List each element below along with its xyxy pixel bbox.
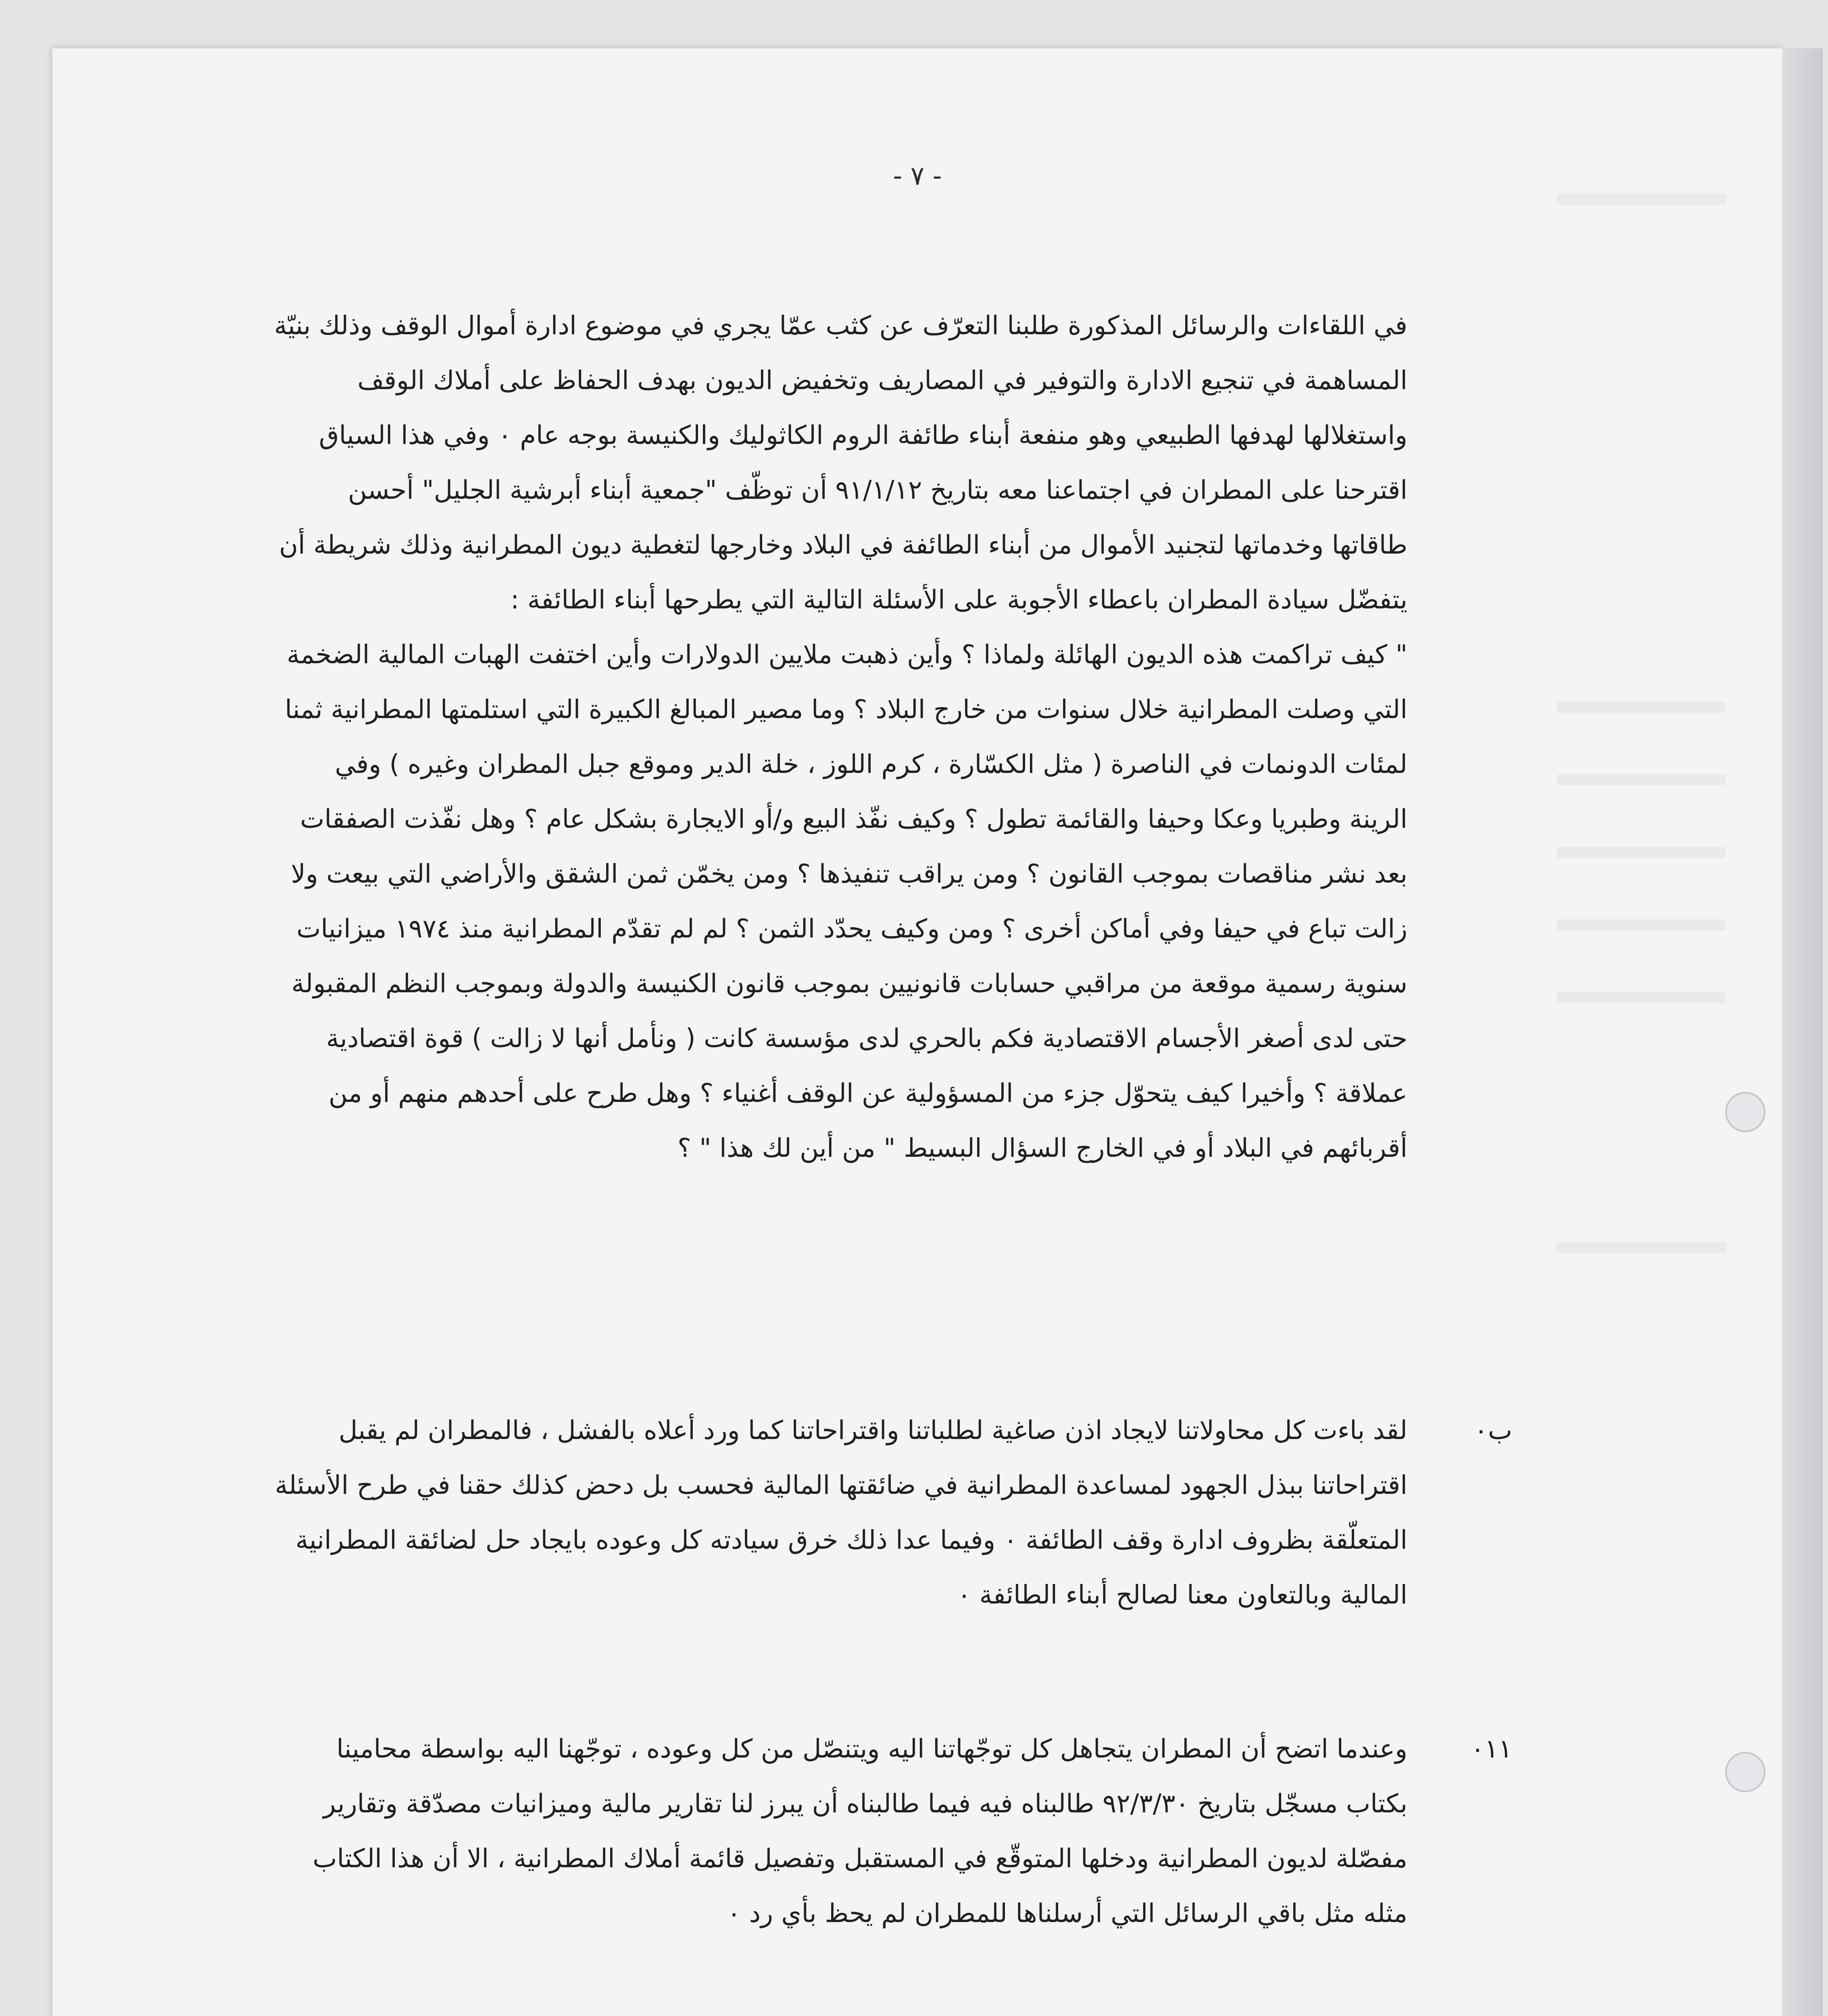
item-number: ٠١١ [1470, 1734, 1512, 1764]
bleed-through-mark [1557, 774, 1726, 785]
punch-hole [1725, 1092, 1765, 1132]
item-text: وعندما اتضح أن المطران يتجاهل كل توجّهاتنا اليه ويتنصّل من كل وعوده ، توجّهنا اليه بواسطة محامينا بكتاب مسجّل بتاريخ ٩٢/٣/٣٠ طالبناه فيه فيما طالبناه أن يبرز لنا تقارير مالية وميزانيات مصدّقة وتقارير مفصّلة لديون المطرانية ودخلها المتوقّع في المستقبل وتفصيل قائمة أملاك المطرانية ، الا أن هذا الكتاب مثله مثل باقي الرسائل التي أرسلناها للمطران لم يحظ بأي رد ٠ [313, 1734, 1407, 1929]
bleed-through-mark [1557, 847, 1726, 858]
questions-paragraph: " كيف تراكمت هذه الديون الهائلة ولماذا ؟ وأين ذهبت ملايين الدولارات وأين اختفت الهبات المالية الضخمة التي وصلت المطرانية خلال سنوات من خارج البلاد ؟ وما مصير المبالغ الكبيرة التي استلمتها المطرانية ثمنا لمئات الدونمات في الناصرة ( مثل الكسّارة ، كرم اللوز ، خلة الدير وموقع جبل المطران وغيره ) وفي الرينة وطبريا وعكا وحيفا والقائمة تطول ؟ وكيف نفّذ البيع و/أو الايجارة بشكل عام ؟ وهل نفّذت الصفقات بعد نشر مناقصات بموجب القانون ؟ ومن يراقب تنفيذها ؟ ومن يخمّن ثمن الشقق والأراضي التي بيعت ولا زالت تباع في حيفا وفي أماكن أخرى ؟ ومن وكيف يحدّد الثمن ؟ لم لم تقدّم المطرانية منذ ١٩٧٤ ميزانيات سنوية رسمية موقعة من مراقبي حسابات قانونيين بموجب قانون الكنيسة والدولة وبموجب النظم المقبولة حتى لدى أصغر الأجسام الاقتصادية فكم بالحري لدى مؤسسة كانت ( ونأمل أنها لا زالت ) قوة اقتصادية عملاقة ؟ وأخيرا كيف يتحوّل جزء من المسؤولية عن الوقف أغنياء ؟ وهل طرح على أحدهم منهم أو من أقربائهم في البلاد أو في الخارج السؤال البسيط " من أين لك هذا " ؟ [285, 640, 1407, 1163]
punch-hole [1725, 1752, 1765, 1792]
page-number: - ٧ - [893, 161, 942, 191]
item-text: لقد باءت كل محاولاتنا لايجاد اذن صاغية لطلباتنا واقتراحاتنا كما ورد أعلاه بالفشل ، فالمطران لم يقبل اقتراحاتنا ببذل الجهود لمساعدة المطرانية في ضائقتها المالية فحسب بل دحض كذلك حقنا في طرح الأسئلة المتعلّقة بظروف ادارة وقف الطائفة ٠ وفيما عدا ذلك خرق سيادته كل وعوده بايجاد حل لضائقة المطرانية المالية وبالتعاون معنا لصالح أبناء الطائفة ٠ [275, 1416, 1407, 1610]
bleed-through-mark [1557, 1242, 1726, 1253]
numbered-section [266, 48, 1512, 2016]
bleed-through-mark [1557, 194, 1726, 205]
intro-paragraph: في اللقاءات والرسائل المذكورة طلبنا التعرّف عن كثب عمّا يجري في موضوع ادارة أموال الوقف وذلك بنيّة المساهمة في تنجيع الادارة والتوفير في المصاريف وتخفيض الديون بهدف الحفاظ على أملاك الوقف واستغلالها لهدفها الطبيعي وهو منفعة أبناء طائفة الروم الكاثوليك والكنيسة بوجه عام ٠ وفي هذا السياق اقترحنا على المطران في اجتماعنا معه بتاريخ ٩١/١/١٢ أن توظّف "جمعية أبناء أبرشية الجليل" أحسن طاقاتها وخدماتها لتجنيد الأموال من أبناء الطائفة في البلاد وخارجها لتغطية ديون المطرانية وذلك شريطة أن يتفضّل سيادة المطران باعطاء الأجوبة على الأسئلة التالية التي يطرحها أبناء الطائفة : [274, 311, 1407, 615]
bleed-through-mark [1557, 992, 1726, 1003]
bleed-through-mark [1557, 919, 1726, 931]
underlying-page-edge [1782, 48, 1823, 2016]
document-page [52, 48, 1782, 2016]
bleed-through-mark [1557, 702, 1726, 713]
item-number: ب٠ [1474, 1416, 1512, 1445]
